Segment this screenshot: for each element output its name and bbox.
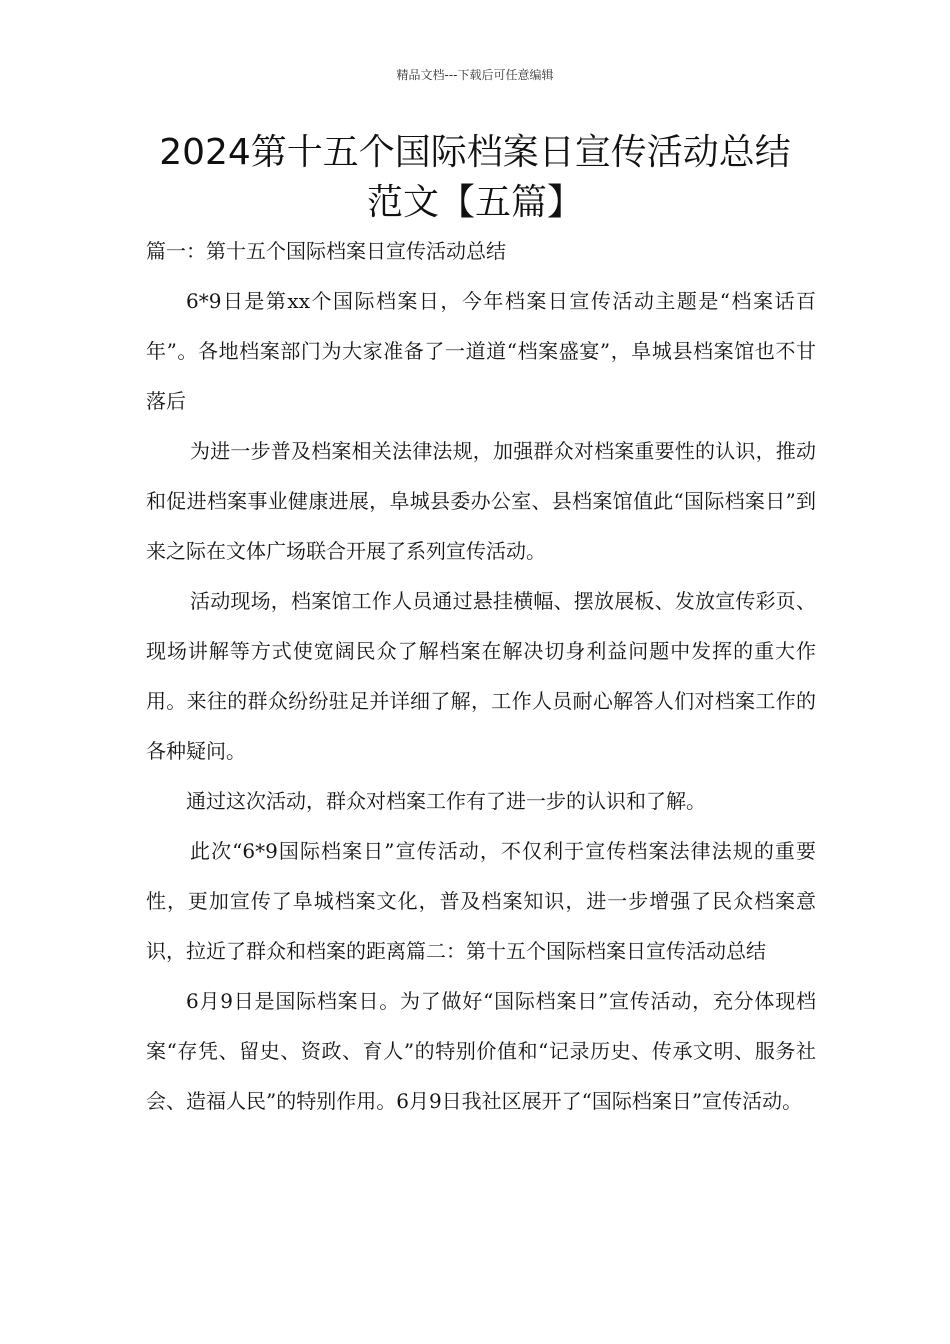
section-heading: 篇一：第十五个国际档案日宣传活动总结: [146, 239, 506, 263]
header-note: 精品文档---下载后可任意编辑: [396, 68, 554, 82]
paragraph: 6月9日是国际档案日。为了做好“国际档案日”宣传活动，充分体现档案“存凭、留史、资政、育人”的特别价值和“记录历史、传承文明、服务社会、造福人民”的特别作用。6月9日我社区展开了“国际档案日”宣传活动。: [146, 989, 816, 1113]
paragraph: 为进一步普及档案相关法律法规，加强群众对档案重要性的认识，推动和促进档案事业健康进展，阜城县委办公室、县档案馆值此“国际档案日”到来之际在文体广场联合开展了系列宣传活动。: [146, 439, 816, 563]
paragraph: 6*9日是第xx个国际档案日，今年档案日宣传活动主题是“档案话百年”。各地档案部门为大家准备了一道道“档案盛宴”，阜城县档案馆也不甘落后: [146, 289, 816, 413]
title-line-2: 范文【五篇】: [366, 182, 583, 223]
paragraph: 通过这次活动，群众对档案工作有了进一步的认识和了解。: [186, 789, 706, 813]
paragraph: 此次“6*9国际档案日”宣传活动，不仅利于宣传档案法律法规的重要性，更加宣传了阜城档案文化，普及档案知识，进一步增强了民众档案意识，拉近了群众和档案的距离篇二：第十五个国际档案日宣传活动总结: [146, 839, 816, 963]
title-line-1: 2024第十五个国际档案日宣传活动总结: [159, 132, 791, 173]
paragraph: 活动现场，档案馆工作人员通过悬挂横幅、摆放展板、发放宣传彩页、现场讲解等方式使宽阔民众了解档案在解决切身利益问题中发挥的重大作用。来往的群众纷纷驻足并详细了解，工作人员耐心解答人们对档案工作的各种疑问。: [146, 589, 816, 763]
document-body: [146, 226, 816, 1126]
document-title: [100, 128, 850, 228]
